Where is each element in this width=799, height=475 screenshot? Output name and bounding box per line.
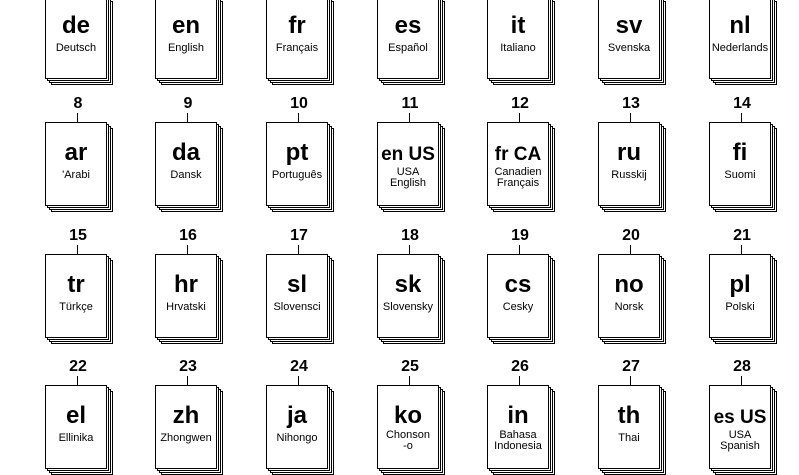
book-icon[interactable] (266, 0, 338, 85)
language-number: 15 (69, 227, 87, 244)
book-icon[interactable] (45, 385, 117, 475)
book-icon[interactable] (266, 385, 338, 475)
language-name: USA Spanish (720, 429, 760, 452)
book-cover (598, 385, 660, 469)
book-cover (45, 385, 107, 469)
language-name: Français (275, 42, 319, 54)
book-icon[interactable] (155, 122, 227, 212)
book-cover (377, 385, 439, 469)
book-cover (266, 385, 328, 469)
book-icon[interactable] (155, 254, 227, 344)
language-code: da (171, 139, 200, 166)
language-code: pt (285, 139, 309, 166)
language-name: Polski (725, 301, 755, 313)
language-name: Hrvatski (166, 301, 206, 313)
book-cover (709, 122, 771, 206)
language-code: fr CA (494, 144, 542, 165)
book-cover (709, 254, 771, 338)
language-code: sk (394, 271, 422, 298)
book-cover (598, 122, 660, 206)
book-cover (487, 122, 549, 206)
language-code: en (171, 12, 200, 39)
language-number: 26 (511, 358, 529, 375)
language-name: Slovensci (273, 301, 321, 313)
book-cover (155, 385, 217, 469)
book-icon[interactable] (377, 122, 449, 212)
language-name: Norsk (614, 301, 644, 313)
book-cover (598, 254, 660, 338)
book-icon[interactable] (155, 385, 227, 475)
language-number: 25 (401, 358, 419, 375)
book-cover (155, 0, 217, 79)
language-code: es (394, 12, 422, 39)
book-cover (266, 122, 328, 206)
book-cover (377, 0, 439, 79)
language-name: Zhongwen (160, 432, 212, 444)
language-number: 13 (622, 95, 640, 112)
language-number: 12 (511, 95, 529, 112)
language-code: fi (732, 139, 748, 166)
book-icon[interactable] (45, 254, 117, 344)
language-code: no (614, 271, 644, 298)
language-number: 14 (733, 95, 751, 112)
language-number: 19 (511, 227, 529, 244)
book-icon[interactable] (709, 122, 781, 212)
language-name: Chonson -o (385, 429, 431, 452)
language-name: Cesky (502, 301, 534, 313)
language-code: fr (288, 12, 306, 39)
language-code: pl (729, 271, 751, 298)
language-number: 17 (290, 227, 308, 244)
book-cover (709, 0, 771, 79)
language-number: 16 (179, 227, 197, 244)
language-code: es US (713, 407, 767, 428)
language-number: 21 (733, 227, 751, 244)
book-icon[interactable] (598, 385, 670, 475)
book-icon[interactable] (709, 385, 781, 475)
language-name: Canadien Français (494, 166, 542, 189)
language-code: sv (615, 12, 643, 39)
book-cover (45, 254, 107, 338)
language-name: Russkij (611, 169, 647, 181)
language-name: Nihongo (276, 432, 318, 444)
book-icon[interactable] (487, 0, 559, 85)
book-cover (155, 254, 217, 338)
language-number: 22 (69, 358, 87, 375)
language-name: Bahasa Indonesia (494, 429, 542, 452)
language-name: Suomi (724, 169, 756, 181)
book-cover (487, 385, 549, 469)
language-code: el (65, 402, 86, 429)
language-code: ja (286, 402, 307, 429)
book-icon[interactable] (377, 254, 449, 344)
book-icon[interactable] (598, 0, 670, 85)
book-icon[interactable] (45, 122, 117, 212)
language-number: 27 (622, 358, 640, 375)
language-number: 20 (622, 227, 640, 244)
language-code: de (61, 12, 90, 39)
language-code: ko (393, 402, 422, 429)
language-name: Türkçe (59, 301, 93, 313)
book-cover (266, 254, 328, 338)
language-number: 23 (179, 358, 197, 375)
language-code: in (507, 402, 529, 429)
language-code: zh (172, 402, 200, 429)
book-icon[interactable] (266, 122, 338, 212)
book-cover (598, 0, 660, 79)
language-number: 8 (73, 95, 83, 112)
language-code: sl (286, 271, 307, 298)
language-name: Svenska (607, 42, 651, 54)
book-cover (155, 122, 217, 206)
book-icon[interactable] (377, 385, 449, 475)
language-name: Dansk (170, 169, 202, 181)
book-cover (45, 0, 107, 79)
language-code: tr (67, 271, 85, 298)
language-name: Thai (618, 432, 640, 444)
book-icon[interactable] (487, 254, 559, 344)
language-name: Nederlands (711, 42, 769, 54)
language-code: ru (617, 139, 641, 166)
book-cover (487, 0, 549, 79)
book-cover (377, 122, 439, 206)
language-number: 24 (290, 358, 308, 375)
language-name: Español (388, 42, 428, 54)
book-icon[interactable] (598, 254, 670, 344)
book-cover (709, 385, 771, 469)
book-icon[interactable] (487, 385, 559, 475)
book-icon[interactable] (487, 122, 559, 212)
language-name: English (167, 42, 205, 54)
book-icon[interactable] (377, 0, 449, 85)
language-name: Português (271, 169, 323, 181)
language-name: 'Arabi (62, 169, 90, 181)
book-icon[interactable] (709, 0, 781, 85)
language-name: Ellinika (58, 432, 94, 444)
language-code: cs (504, 271, 532, 298)
language-name: Deutsch (55, 42, 97, 54)
language-number: 9 (183, 95, 193, 112)
language-number: 18 (401, 227, 419, 244)
language-code: hr (174, 271, 198, 298)
book-icon[interactable] (45, 0, 117, 85)
book-cover (377, 254, 439, 338)
book-icon[interactable] (709, 254, 781, 344)
book-cover (487, 254, 549, 338)
book-icon[interactable] (598, 122, 670, 212)
book-cover (266, 0, 328, 79)
language-code: nl (729, 12, 751, 39)
language-name: USA English (389, 166, 427, 189)
language-number: 28 (733, 358, 751, 375)
language-code: th (617, 402, 641, 429)
language-code: it (510, 12, 526, 39)
language-name: Slovensky (382, 301, 434, 313)
language-name: Italiano (500, 42, 536, 54)
language-code: en US (381, 144, 435, 165)
book-icon[interactable] (155, 0, 227, 85)
book-icon[interactable] (266, 254, 338, 344)
language-number: 10 (290, 95, 308, 112)
language-code: ar (64, 139, 88, 166)
book-cover (45, 122, 107, 206)
language-number: 11 (401, 95, 419, 112)
